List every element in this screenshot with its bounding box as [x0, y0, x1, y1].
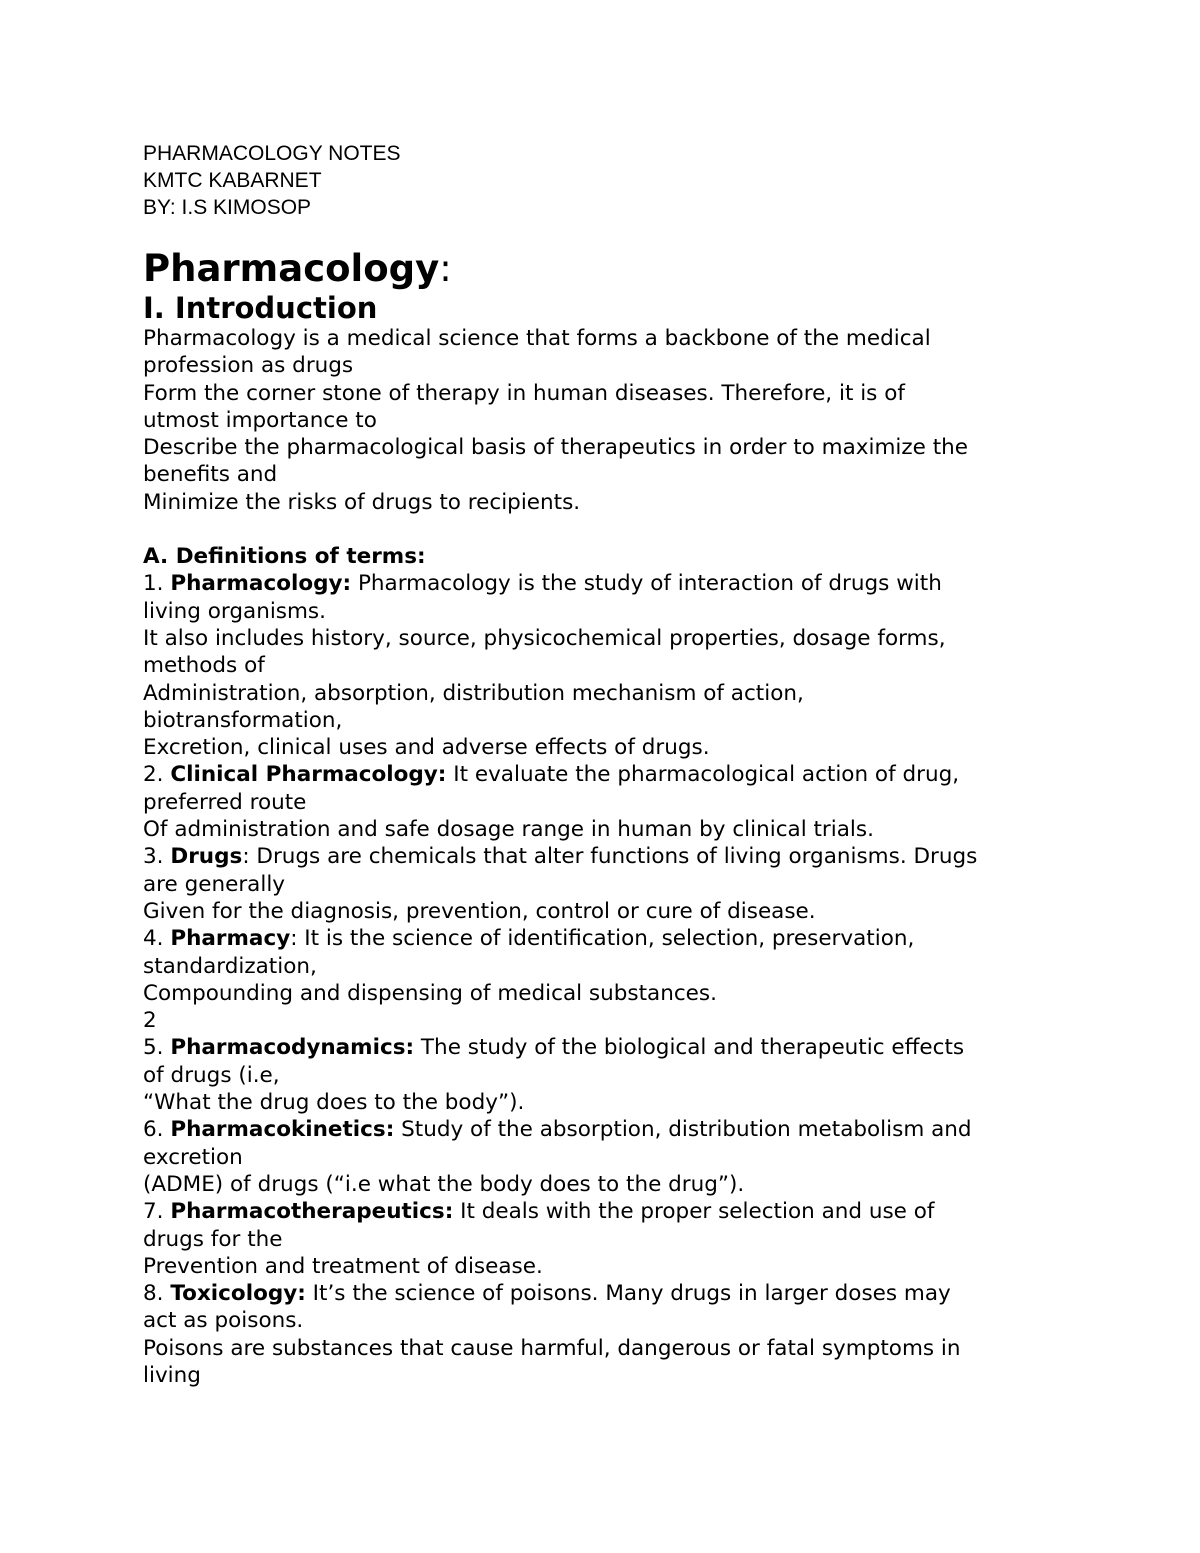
definition-line: living	[143, 1362, 201, 1388]
definition-number: 1.	[143, 571, 171, 597]
definition-line: biotransformation,	[143, 707, 343, 733]
definition-text: Pharmacology is the study of interaction of drugs with	[351, 571, 942, 597]
definition-item	[143, 570, 1078, 761]
definition-term: Pharmacokinetics:	[170, 1117, 395, 1143]
definition-line: (ADME) of drugs (“i.e what the body does to the drug”).	[143, 1171, 745, 1197]
header-institution: KMTC KABARNET	[143, 169, 322, 192]
definition-number: 6.	[143, 1117, 171, 1143]
definitions-heading	[143, 543, 1078, 570]
definition-line: Given for the diagnosis, prevention, control or cure of disease.	[143, 898, 816, 924]
definition-text: : It is the science of identification, selection, preservation,	[290, 926, 915, 952]
definition-number: 7.	[143, 1199, 171, 1225]
definition-line: methods of	[143, 653, 265, 679]
document-header	[143, 140, 1078, 221]
header-author: BY: I.S KIMOSOP	[143, 196, 312, 219]
page-title-text: Pharmacology	[143, 247, 440, 290]
definition-term: Pharmacy	[170, 926, 291, 952]
definition-item	[143, 1198, 1078, 1280]
definition-line: Of administration and safe dosage range in human by clinical trials.	[143, 817, 874, 843]
definition-first-line	[143, 570, 1078, 597]
definition-line: living organisms.	[143, 598, 326, 624]
definition-line: preferred route	[143, 789, 307, 815]
document-page	[143, 140, 1078, 1389]
definition-first-line	[143, 1280, 1078, 1307]
definition-item	[143, 1034, 1078, 1116]
intro-line: Describe the pharmacological basis of therapeutics in order to maximize the	[143, 435, 969, 461]
definition-line: Compounding and dispensing of medical substances.	[143, 980, 717, 1006]
intro-line: profession as drugs	[143, 353, 354, 379]
definition-line: drugs for the	[143, 1226, 283, 1252]
definition-number: 2.	[143, 762, 171, 788]
definition-text: It deals with the proper selection and use of	[453, 1199, 935, 1225]
intro-line: Minimize the risks of drugs to recipients.	[143, 489, 581, 515]
definition-text: It’s the science of poisons. Many drugs in larger doses may	[305, 1281, 951, 1307]
definition-number: 3.	[143, 844, 171, 870]
definition-line: “What the drug does to the body”).	[143, 1090, 525, 1116]
definition-line: are generally	[143, 871, 286, 897]
definition-text: Study of the absorption, distribution metabolism and	[394, 1117, 972, 1143]
definition-number: 8.	[143, 1281, 171, 1307]
introduction-body	[143, 325, 1078, 516]
definition-first-line	[143, 843, 1078, 870]
intro-line: Form the corner stone of therapy in human diseases. Therefore, it is of	[143, 380, 905, 406]
definition-first-line	[143, 1034, 1078, 1061]
definition-text: : Drugs are chemicals that alter functions of living organisms. Drugs	[242, 844, 978, 870]
definition-item	[143, 1116, 1078, 1198]
definition-line: It also includes history, source, physicochemical properties, dosage forms,	[143, 625, 946, 651]
intro-line: utmost importance to	[143, 407, 377, 433]
definition-term: Pharmacodynamics:	[170, 1035, 415, 1061]
definition-item	[143, 843, 1078, 925]
definitions-heading-text: A. Definitions of terms:	[143, 544, 426, 570]
definition-line: Administration, absorption, distribution mechanism of action,	[143, 680, 804, 706]
page-title-colon: :	[439, 247, 452, 290]
definition-term: Clinical Pharmacology:	[170, 762, 447, 788]
definition-line: Poisons are substances that cause harmful, dangerous or fatal symptoms in	[143, 1335, 961, 1361]
intro-line: benefits and	[143, 462, 278, 488]
definition-text: The study of the biological and therapeutic effects	[414, 1035, 965, 1061]
definition-term: Drugs	[170, 844, 243, 870]
definition-term: Toxicology:	[170, 1281, 306, 1307]
definition-first-line	[143, 1116, 1078, 1143]
definition-line: act as poisons.	[143, 1308, 304, 1334]
definition-item	[143, 1280, 1078, 1389]
definition-line: excretion	[143, 1144, 243, 1170]
definition-line: of drugs (i.e,	[143, 1062, 280, 1088]
definition-term: Pharmacotherapeutics:	[170, 1199, 454, 1225]
definition-text: It evaluate the pharmacological action of drug,	[446, 762, 960, 788]
definition-first-line	[143, 925, 1078, 952]
definition-line: Excretion, clinical uses and adverse effects of drugs.	[143, 735, 710, 761]
definitions-list	[143, 570, 1078, 1389]
intro-line: Pharmacology is a medical science that forms a backbone of the medical	[143, 326, 931, 351]
paragraph-spacer	[143, 516, 1078, 543]
definition-item	[143, 925, 1078, 1034]
definition-line: Prevention and treatment of disease.	[143, 1253, 543, 1279]
definition-first-line	[143, 761, 1078, 788]
definition-number: 5.	[143, 1035, 171, 1061]
definition-number: 4.	[143, 926, 171, 952]
page-number-marker: 2	[143, 1008, 157, 1034]
page-title	[143, 249, 1078, 289]
definition-line: standardization,	[143, 953, 317, 979]
header-title: PHARMACOLOGY NOTES	[143, 142, 401, 165]
introduction-heading: I. Introduction	[143, 291, 378, 325]
definition-term: Pharmacology:	[170, 571, 352, 597]
definition-first-line	[143, 1198, 1078, 1225]
definition-item	[143, 761, 1078, 843]
